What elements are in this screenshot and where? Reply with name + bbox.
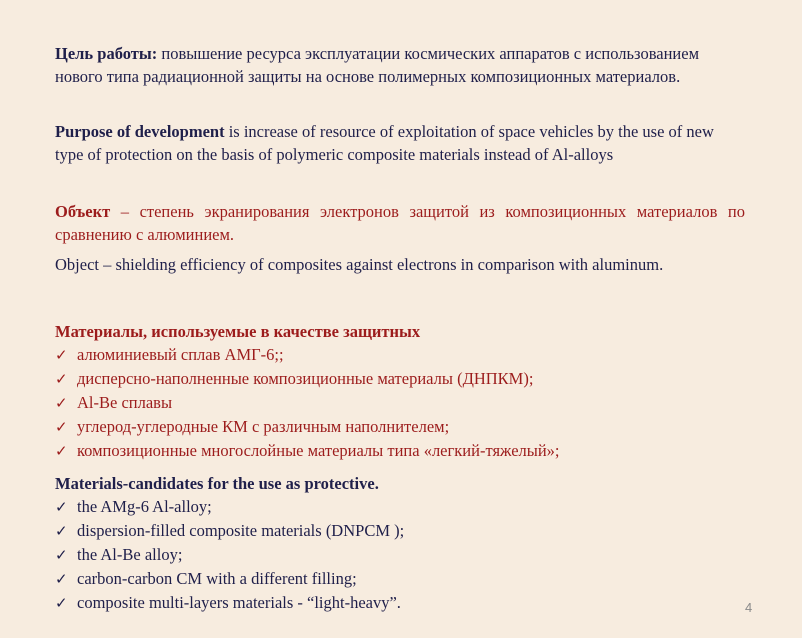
goal-ru-text: повышение ресурса эксплуатации космических аппаратов с использованием нового типа радиационной защиты на основе полимерных композиционных материалов. xyxy=(55,44,700,86)
check-icon: ✓ xyxy=(55,498,68,516)
materials-en-section xyxy=(55,472,745,615)
list-item-text: углерод-углеродные КМ с различным наполнителем; xyxy=(77,417,450,436)
materials-en-title: Materials-candidates for the use as protective. xyxy=(55,474,379,493)
list-item xyxy=(55,495,745,519)
goal-en-paragraph xyxy=(55,120,745,166)
list-item-text: composite multi-layers materials - “light-heavy”. xyxy=(77,593,401,612)
list-item xyxy=(55,591,745,615)
goal-ru-paragraph xyxy=(55,42,745,88)
check-icon: ✓ xyxy=(55,522,68,540)
materials-en-list xyxy=(55,495,745,615)
object-en-text: Object – shielding efficiency of composites against electrons in comparison with aluminum. xyxy=(55,255,664,274)
list-item-text: алюминиевый сплав АМГ-6;; xyxy=(77,345,284,364)
check-icon: ✓ xyxy=(55,594,68,612)
check-icon: ✓ xyxy=(55,394,68,412)
check-icon: ✓ xyxy=(55,570,68,588)
list-item xyxy=(55,567,745,591)
list-item-text: dispersion-filled composite materials (DNPCM ); xyxy=(77,521,405,540)
list-item-text: дисперсно-наполненные композиционные материалы (ДНПКМ); xyxy=(77,369,534,388)
list-item xyxy=(55,343,745,367)
list-item-text: композиционные многослойные материалы типа «легкий-тяжелый»; xyxy=(77,441,560,460)
list-item xyxy=(55,415,745,439)
object-en-paragraph xyxy=(55,253,745,276)
list-item xyxy=(55,543,745,567)
list-item-text: Al-Be сплавы xyxy=(77,393,173,412)
check-icon: ✓ xyxy=(55,346,68,364)
materials-ru-title: Материалы, используемые в качестве защитных xyxy=(55,322,421,341)
list-item xyxy=(55,519,745,543)
check-icon: ✓ xyxy=(55,546,68,564)
list-item-text: the AMg-6 Al-alloy; xyxy=(77,497,212,516)
goal-ru-label: Цель работы: xyxy=(55,44,158,63)
check-icon: ✓ xyxy=(55,442,68,460)
goal-en-label: Purpose of development xyxy=(55,122,225,141)
object-ru-paragraph xyxy=(55,200,745,246)
page-number: 4 xyxy=(745,600,753,615)
list-item-text: carbon-carbon CM with a different filling; xyxy=(77,569,357,588)
materials-ru-list xyxy=(55,343,745,463)
list-item xyxy=(55,391,745,415)
check-icon: ✓ xyxy=(55,418,68,436)
materials-ru-section xyxy=(55,320,745,463)
list-item xyxy=(55,439,745,463)
object-ru-label: Объект xyxy=(55,202,111,221)
check-icon: ✓ xyxy=(55,370,68,388)
list-item xyxy=(55,367,745,391)
list-item-text: the Al-Be alloy; xyxy=(77,545,183,564)
goal-en-text: is increase of resource of exploitation of space vehicles by the use of new type of protection on the basis of polymeric composite materials instead of Al-alloys xyxy=(55,122,714,164)
object-ru-text: – степень экранирования электронов защитой из композиционных материалов по сравнению с алюминием. xyxy=(55,202,745,244)
